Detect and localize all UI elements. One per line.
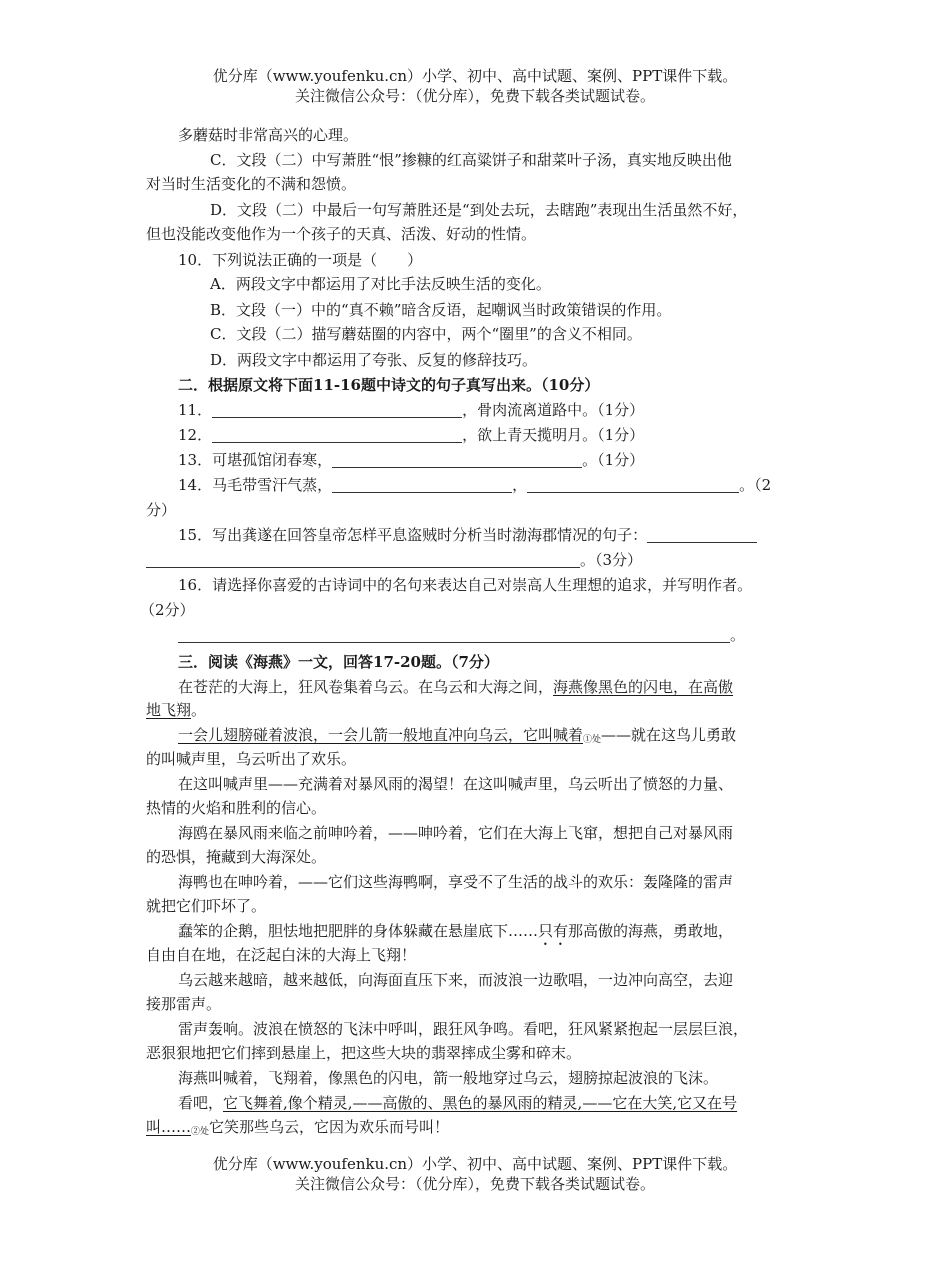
- passage-p2-underlined: 一会儿翅膀碰着波浪，一会儿箭一般地直冲向乌云，它叫喊着: [178, 726, 584, 744]
- passage-p2-line2: 的叫喊声里，乌云听出了欢乐。: [146, 750, 357, 768]
- passage-p1-underlined-end: 地飞翔: [146, 701, 192, 719]
- q14-mid: ，: [512, 476, 528, 494]
- marker-1: ①处: [583, 735, 602, 745]
- q14-answer-blank-2[interactable]: [527, 476, 739, 493]
- passage-p1-underlined: 海燕像黑色的闪电，在高傲: [553, 678, 734, 696]
- footer-line-2: 关注微信公众号：（优分库），免费下载各类试题试卷。: [294, 1175, 655, 1193]
- passage-p5-line2: 就把它们吓坏了。: [146, 897, 267, 915]
- q12-number: 12．: [178, 426, 213, 444]
- passage-p4-line1: 海鸥在暴风雨来临之前呻吟着，——呻吟着，它们在大海上飞窜，想把自己对暴风雨: [178, 824, 734, 842]
- passage-p6-line2: 自由自在地，在泛起白沫的大海上飞翔！: [146, 946, 417, 964]
- passage-p1-line2: [146, 699, 206, 721]
- passage-p3-line2: 热情的火焰和胜利的信心。: [146, 799, 327, 817]
- q15-end: 。（3分）: [580, 551, 643, 569]
- q9-option-d-line1: D．文段（二）中最后一句写萧胜还是“到处去玩，去瞎跑”表现出生活虽然不好，: [210, 201, 748, 219]
- q16-end: 。: [730, 626, 746, 644]
- q16-answer-blank[interactable]: [178, 626, 730, 643]
- q13-answer-blank[interactable]: [332, 451, 582, 468]
- q16-wrap: （2分）: [140, 601, 195, 619]
- q11-number: 11．: [178, 401, 213, 419]
- passage-p6-text: 蠢笨的企鹅，胆怯地把肥胖的身体躲藏在悬崖底下……: [178, 922, 539, 940]
- q12-text: ，欲上青天揽明月。（1分）: [462, 426, 645, 444]
- q15-answer-blank-1[interactable]: [647, 526, 757, 543]
- q10-option-d: D．两段文字中都运用了夸张、反复的修辞技巧。: [210, 351, 538, 369]
- passage-p8-line2: 恶狠狠地把它们摔到悬崖上，把这些大块的翡翠摔成尘雾和碎末。: [146, 1044, 582, 1062]
- q14-end: 。（2: [739, 476, 772, 494]
- passage-p2-text: ——就在这鸟儿勇敢: [601, 726, 737, 744]
- passage-p7-line2: 接那雷声。: [146, 995, 222, 1013]
- q15-line2: [146, 549, 642, 571]
- passage-p1-end: 。: [191, 701, 207, 719]
- passage-p10-line2: [146, 1116, 449, 1143]
- passage-p10-text: 看吧，: [178, 1094, 224, 1112]
- q9-option-c-line1: C．文段（二）中写萧胜“恨”掺糠的红高粱饼子和甜菜叶子汤，真实地反映出他: [210, 151, 732, 169]
- passage-p6-text-2: 那高傲的海燕，勇敢地，: [568, 922, 734, 940]
- passage-p10-underlined: 它飞舞着,像个精灵,——高傲的、黑色的暴风雨的精灵,——它在大笑,它又在号: [223, 1094, 738, 1112]
- passage-p6-emphasis: 只有: [538, 922, 569, 940]
- marker-2: ②处: [191, 1127, 210, 1137]
- section-2-title: 二．根据原文将下面11-16题中诗文的句子真写出来。（10分）: [178, 376, 600, 394]
- q9-option-d-line2: 但也没能改变他作为一个孩子的天真、活泼、好动的性情。: [146, 225, 537, 243]
- header-line-2: 关注微信公众号：（优分库），免费下载各类试题试卷。: [294, 87, 655, 105]
- passage-p8-line1: 雷声轰响。波浪在愤怒的飞沫中呼叫，跟狂风争鸣。看吧，狂风紧紧抱起一层层巨浪，: [178, 1020, 749, 1038]
- q15-answer-blank-2[interactable]: [146, 551, 580, 568]
- header-line-1: 优分库（www.youfenku.cn）小学、初中、高中试题、案例、PPT课件下载。: [212, 67, 738, 85]
- passage-p10-underlined-end: 叫……: [146, 1118, 192, 1136]
- q10-option-a: A．两段文字中都运用了对比手法反映生活的变化。: [210, 275, 551, 293]
- q15-text: 15．写出龚遂在回答皇帝怎样平息盗贼时分析当时渤海郡情况的句子：: [178, 526, 648, 544]
- passage-p2-line1: [178, 724, 736, 751]
- q10-option-c: C．文段（二）描写蘑菇圈的内容中，两个“圈里”的含义不相同。: [210, 325, 642, 343]
- q14-answer-blank-1[interactable]: [332, 476, 512, 493]
- section-3-title: 三．阅读《海燕》一文，回答17-20题。（7分）: [178, 653, 499, 671]
- passage-p1-line1: [178, 676, 733, 698]
- q10-stem: 10．下列说法正确的一项是（ ）: [178, 251, 423, 269]
- q14-wrap: 分）: [146, 501, 177, 519]
- q13-end: 。（1分）: [582, 451, 645, 469]
- passage-p3-line1: 在这叫喊声里——充满着对暴风雨的渴望！在这叫喊声里，乌云听出了愤怒的力量、: [178, 775, 734, 793]
- passage-p9: 海燕叫喊着，飞翔着，像黑色的闪电，箭一般地穿过乌云，翅膀掠起波浪的飞沫。: [178, 1069, 719, 1087]
- q13-text: 13．可堪孤馆闭春寒，: [178, 451, 333, 469]
- q12: [178, 424, 644, 446]
- q9-continuation: 多蘑菇时非常高兴的心理。: [178, 126, 359, 144]
- q12-answer-blank[interactable]: [212, 426, 462, 443]
- q14-text: 14．马毛带雪汗气蒸，: [178, 476, 333, 494]
- q16-text: 16．请选择你喜爱的古诗词中的名句来表达自己对崇高人生理想的追求，并写明作者。: [178, 576, 753, 594]
- q14: [178, 474, 771, 496]
- passage-p4-line2: 的恐惧，掩藏到大海深处。: [146, 848, 327, 866]
- passage-p7-line1: 乌云越来越暗，越来越低，向海面直压下来，而波浪一边歌唱，一边冲向高空，去迎: [178, 971, 734, 989]
- q9-option-c-line2: 对当时生活变化的不满和怨愤。: [146, 175, 357, 193]
- passage-p1-text: 在苍茫的大海上，狂风卷集着乌云。在乌云和大海之间，: [178, 678, 554, 696]
- q11: [178, 399, 644, 421]
- footer-line-1: 优分库（www.youfenku.cn）小学、初中、高中试题、案例、PPT课件下载。: [212, 1155, 738, 1173]
- q16-answer-line: [178, 624, 745, 646]
- q15: [178, 524, 757, 546]
- q10-option-b: B．文段（一）中的“真不赖”暗含反语，起嘲讽当时政策错误的作用。: [210, 301, 672, 319]
- q11-answer-blank[interactable]: [212, 401, 462, 418]
- passage-p10-line1: [178, 1092, 737, 1114]
- q11-text: ，骨肉流离道路中。（1分）: [462, 401, 645, 419]
- passage-p10-end: 它笑那些乌云，它因为欢乐而号叫！: [209, 1118, 450, 1136]
- q13: [178, 449, 644, 471]
- passage-p5-line1: 海鸭也在呻吟着，——它们这些海鸭啊，享受不了生活的战斗的欢乐：轰隆隆的雷声: [178, 873, 734, 891]
